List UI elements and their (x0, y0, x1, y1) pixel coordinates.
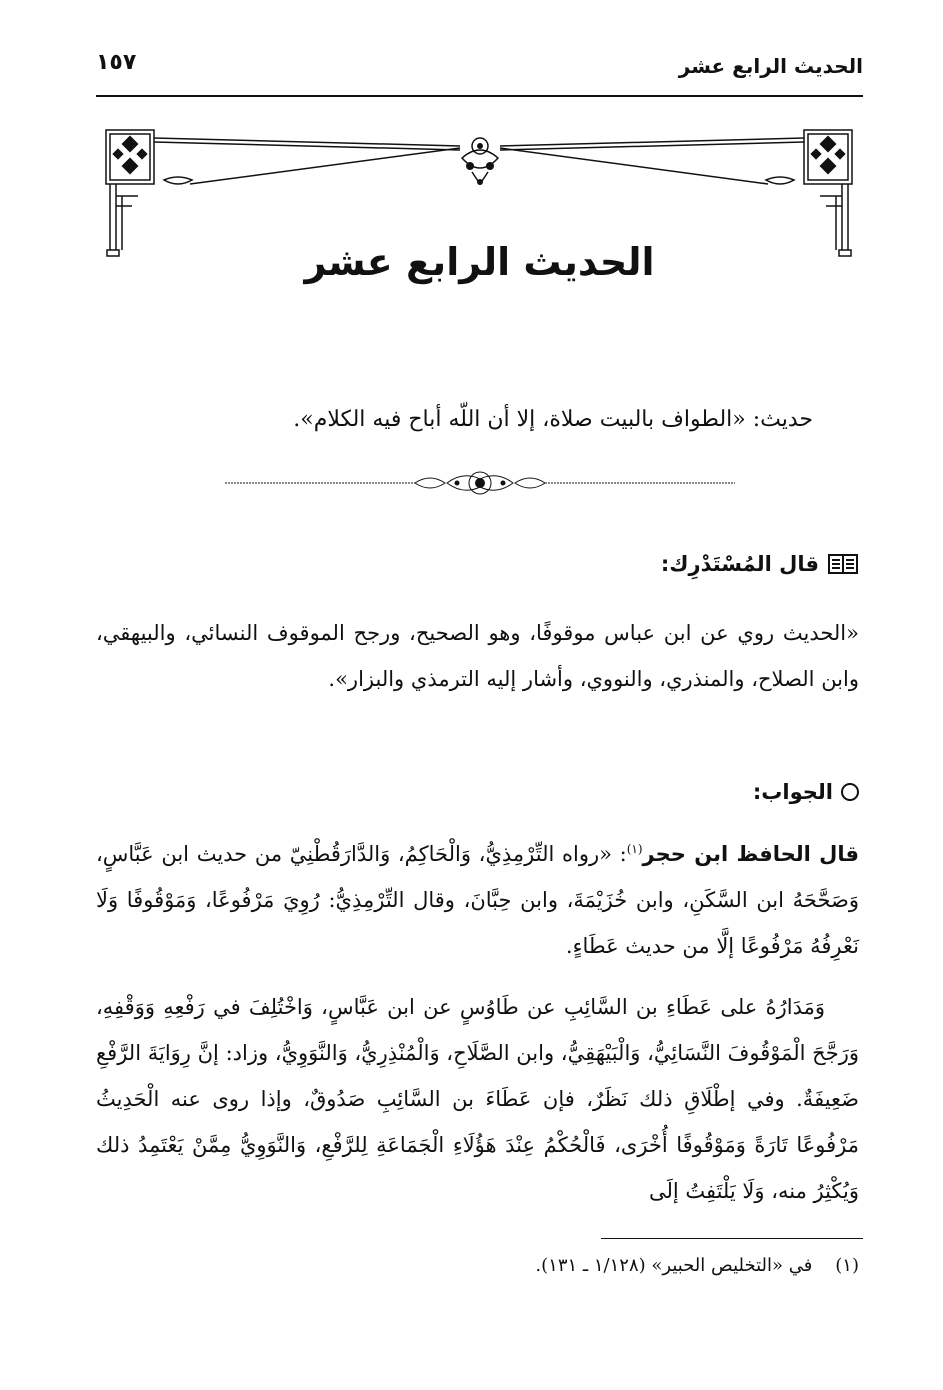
footnote-marker: (١) (835, 1255, 859, 1276)
mustadrak-heading-label: قال المُسْتَدْرِك: (660, 552, 819, 576)
cited-scholar: قال الحافظ ابن حجر (642, 842, 859, 866)
open-book-icon (827, 552, 859, 576)
answer-paragraph-2: وَمَدَارُهُ على عَطَاءِ بن السَّائِبِ عن طَاوُسٍ عن ابن عَبَّاسٍ، وَاخْتُلِفَ في رَفْعِهِ وَوَقْفِهِ، وَرَجَّحَ الْمَوْقُوفَ النَّسَائِيُّ، وَالْبَيْهَقِيُّ، وابن الصَّلَاحِ، وَالْمُنْذِرِيُّ، وَالنَّوَوِيُّ، وزاد: إنَّ رِوَايَةَ الرَّفْعِ ضَعِيفَةٌ. وفي إطْلَاقِ ذلك نَظَرٌ، فإن عَطَاءَ بن السَّائِبِ صَدُوقٌ، وإذا روى عنه الْحَدِيثُ مَرْفُوعًا تَارَةً وَمَوْقُوفًا أُخْرَى، فَالْحُكْمُ عِنْدَ هَؤُلَاءِ الْجَمَاعَةِ لِلرَّفْعِ، وَالنَّوَوِيُّ مِمَّنْ يَعْتَمِدُ ذلك وَيُكْثِرُ منه، وَلَا يَلْتَفِتُ إلَى (96, 995, 859, 1203)
answer-paragraph-1 (96, 826, 859, 969)
answer-paragraph-1-text: : «رواه التِّرْمِذِيُّ، وَالْحَاكِمُ، وَالدَّارَقُطْنِيّ من حديث ابن عَبَّاسٍ، وَصَحَّحَهُ ابن السَّكَنِ، وابن خُزَيْمَةَ، وابن حِبَّانَ، وقال التِّرْمِذِيُّ: رُوِيَ مَرْفُوعًا، وَمَوْقُوفًا وَلَا نَعْرِفُهُ مَرْفُوعًا إلَّا من حديث عَطَاءٍ. (96, 842, 859, 958)
footnote-rule (601, 1238, 863, 1239)
mustadrak-heading (96, 552, 859, 576)
circle-bullet-icon (841, 783, 859, 801)
hadith-text: حديث: «الطواف بالبيت صلاة، إلا أن اللّه أباح فيه الكلام». (293, 407, 813, 432)
page-number: ١٥٧ (96, 50, 137, 75)
answer-heading (96, 780, 859, 804)
ornamental-divider-icon (225, 468, 735, 498)
footnote (96, 1250, 859, 1282)
running-title: الحديث الرابع عشر (678, 54, 863, 78)
footnote-text: في «التخليص الحبير» (١/١٢٨ ـ ١٣١). (535, 1255, 813, 1276)
footnote-ref: (١) (626, 842, 643, 856)
header-rule (96, 95, 863, 97)
mustadrak-text: «الحديث روي عن ابن عباس موقوفًا، وهو الصحيح، ورجح الموقوف النسائي، والبيهقي، وابن الصلاح، والمنذري، والنووي، وأشار إليه الترمذي والبزار». (96, 621, 859, 691)
chapter-title: الحديث الرابع عشر (304, 240, 655, 284)
answer-heading-label: الجواب: (752, 780, 833, 804)
page-header (96, 40, 863, 96)
